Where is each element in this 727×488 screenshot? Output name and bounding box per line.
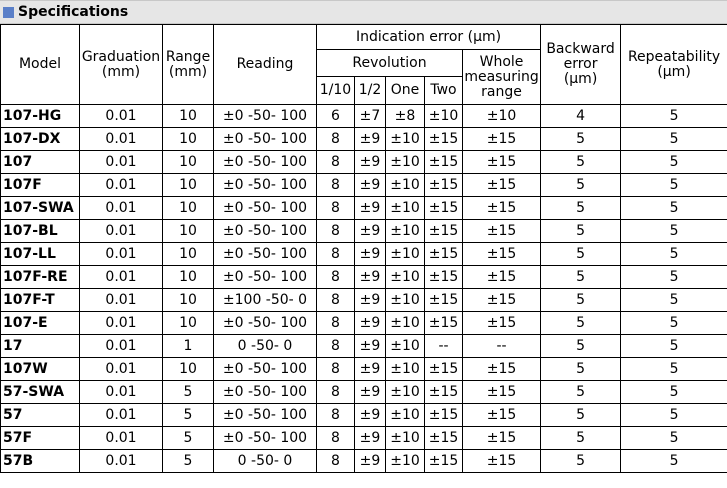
model-cell: 107F-T — [1, 289, 80, 312]
whole-range-cell: ±15 — [463, 174, 541, 197]
header-range-unit: (mm) — [168, 63, 208, 80]
graduation-cell: 0.01 — [80, 289, 163, 312]
repeatability-cell: 5 — [621, 220, 727, 243]
reading-cell: ±0 -50- 100 — [214, 197, 317, 220]
rev-1-10-cell: 8 — [317, 404, 355, 427]
model-cell: 17 — [1, 335, 80, 358]
graduation-cell: 0.01 — [80, 404, 163, 427]
title-square-icon — [3, 7, 14, 18]
rev-two-cell: ±15 — [425, 381, 463, 404]
graduation-cell: 0.01 — [80, 450, 163, 473]
backward-error-cell: 5 — [541, 151, 621, 174]
whole-range-cell: ±15 — [463, 427, 541, 450]
rev-1-2-cell: ±9 — [355, 427, 386, 450]
repeatability-cell: 5 — [621, 358, 727, 381]
reading-cell: ±0 -50- 100 — [214, 174, 317, 197]
table-row — [1, 404, 727, 427]
rev-1-10-cell: 8 — [317, 128, 355, 151]
rev-two-cell: ±15 — [425, 174, 463, 197]
model-cell: 57B — [1, 450, 80, 473]
graduation-cell: 0.01 — [80, 220, 163, 243]
reading-cell: ±0 -50- 100 — [214, 128, 317, 151]
header-range-label: Range — [165, 48, 211, 65]
graduation-cell: 0.01 — [80, 128, 163, 151]
table-row — [1, 450, 727, 473]
rev-one-cell: ±10 — [386, 381, 425, 404]
rev-one-cell: ±10 — [386, 427, 425, 450]
header-whole-line1: Whole — [479, 53, 524, 70]
repeatability-cell: 5 — [621, 450, 727, 473]
whole-range-cell: ±15 — [463, 197, 541, 220]
rev-one-cell: ±10 — [386, 174, 425, 197]
header-whole-line2: measuring — [464, 68, 539, 85]
rev-1-2-cell: ±9 — [355, 266, 386, 289]
backward-error-cell: 5 — [541, 404, 621, 427]
whole-range-cell: ±15 — [463, 243, 541, 266]
whole-range-cell: ±15 — [463, 266, 541, 289]
table-row — [1, 289, 727, 312]
rev-1-10-cell: 8 — [317, 312, 355, 335]
range-cell: 5 — [163, 427, 214, 450]
header-range — [163, 25, 214, 105]
whole-range-cell: ±15 — [463, 289, 541, 312]
model-cell: 107-BL — [1, 220, 80, 243]
rev-one-cell: ±10 — [386, 151, 425, 174]
reading-cell: ±0 -50- 100 — [214, 381, 317, 404]
model-cell: 57 — [1, 404, 80, 427]
model-cell: 107-DX — [1, 128, 80, 151]
reading-cell: ±0 -50- 100 — [214, 105, 317, 128]
rev-1-10-cell: 8 — [317, 151, 355, 174]
rev-two-cell: ±15 — [425, 427, 463, 450]
table-row — [1, 358, 727, 381]
reading-cell: ±0 -50- 100 — [214, 427, 317, 450]
repeatability-cell: 5 — [621, 243, 727, 266]
table-row — [1, 266, 727, 289]
model-cell: 107W — [1, 358, 80, 381]
rev-two-cell: ±15 — [425, 243, 463, 266]
reading-cell: 0 -50- 0 — [214, 335, 317, 358]
rev-1-10-cell: 8 — [317, 174, 355, 197]
rev-1-10-cell: 8 — [317, 289, 355, 312]
rev-1-10-cell: 8 — [317, 220, 355, 243]
backward-error-cell: 5 — [541, 243, 621, 266]
rev-1-2-cell: ±9 — [355, 404, 386, 427]
backward-error-cell: 4 — [541, 105, 621, 128]
rev-two-cell: ±15 — [425, 151, 463, 174]
repeatability-cell: 5 — [621, 128, 727, 151]
reading-cell: ±0 -50- 100 — [214, 220, 317, 243]
rev-1-10-cell: 8 — [317, 197, 355, 220]
graduation-cell: 0.01 — [80, 266, 163, 289]
whole-range-cell: ±10 — [463, 105, 541, 128]
rev-1-2-cell: ±9 — [355, 312, 386, 335]
repeatability-cell: 5 — [621, 335, 727, 358]
repeatability-cell: 5 — [621, 289, 727, 312]
range-cell: 5 — [163, 404, 214, 427]
header-repeat-unit: (μm) — [657, 63, 691, 80]
header-backward-line2: error — [563, 56, 598, 72]
backward-error-cell: 5 — [541, 289, 621, 312]
rev-one-cell: ±10 — [386, 197, 425, 220]
range-cell: 5 — [163, 450, 214, 473]
reading-cell: 0 -50- 0 — [214, 450, 317, 473]
whole-range-cell: ±15 — [463, 358, 541, 381]
repeatability-cell: 5 — [621, 174, 727, 197]
graduation-cell: 0.01 — [80, 105, 163, 128]
whole-range-cell: ±15 — [463, 151, 541, 174]
backward-error-cell: 5 — [541, 266, 621, 289]
header-rev-one: One — [386, 77, 425, 105]
whole-range-cell: ±15 — [463, 220, 541, 243]
range-cell: 10 — [163, 358, 214, 381]
backward-error-cell: 5 — [541, 450, 621, 473]
backward-error-cell: 5 — [541, 174, 621, 197]
rev-1-2-cell: ±9 — [355, 174, 386, 197]
table-row — [1, 381, 727, 404]
rev-two-cell: ±15 — [425, 220, 463, 243]
rev-1-10-cell: 8 — [317, 381, 355, 404]
rev-one-cell: ±10 — [386, 312, 425, 335]
header-graduation — [80, 25, 163, 105]
rev-1-10-cell: 8 — [317, 266, 355, 289]
rev-one-cell: ±10 — [386, 243, 425, 266]
table-row — [1, 312, 727, 335]
graduation-cell: 0.01 — [80, 174, 163, 197]
graduation-cell: 0.01 — [80, 358, 163, 381]
reading-cell: ±0 -50- 100 — [214, 358, 317, 381]
spec-table-body — [1, 105, 727, 473]
rev-1-2-cell: ±9 — [355, 220, 386, 243]
range-cell: 10 — [163, 312, 214, 335]
header-rev-two: Two — [425, 77, 463, 105]
rev-two-cell: ±15 — [425, 358, 463, 381]
range-cell: 10 — [163, 128, 214, 151]
rev-one-cell: ±8 — [386, 105, 425, 128]
whole-range-cell: ±15 — [463, 128, 541, 151]
range-cell: 10 — [163, 220, 214, 243]
rev-1-10-cell: 6 — [317, 105, 355, 128]
rev-1-2-cell: ±9 — [355, 243, 386, 266]
header-repeatability — [621, 25, 727, 105]
table-row — [1, 128, 727, 151]
rev-1-2-cell: ±9 — [355, 151, 386, 174]
model-cell: 57-SWA — [1, 381, 80, 404]
reading-cell: ±0 -50- 100 — [214, 312, 317, 335]
table-row — [1, 151, 727, 174]
rev-one-cell: ±10 — [386, 128, 425, 151]
repeatability-cell: 5 — [621, 197, 727, 220]
header-backward-error — [541, 25, 621, 105]
rev-1-10-cell: 8 — [317, 358, 355, 381]
graduation-cell: 0.01 — [80, 312, 163, 335]
rev-1-2-cell: ±9 — [355, 335, 386, 358]
reading-cell: ±0 -50- 100 — [214, 404, 317, 427]
whole-range-cell: -- — [463, 335, 541, 358]
repeatability-cell: 5 — [621, 266, 727, 289]
header-graduation-unit: (mm) — [101, 63, 141, 80]
graduation-cell: 0.01 — [80, 335, 163, 358]
table-row — [1, 105, 727, 128]
page-title: Specifications — [18, 4, 129, 20]
rev-one-cell: ±10 — [386, 358, 425, 381]
backward-error-cell: 5 — [541, 220, 621, 243]
header-revolution: Revolution — [317, 50, 463, 77]
model-cell: 107-SWA — [1, 197, 80, 220]
rev-one-cell: ±10 — [386, 266, 425, 289]
model-cell: 107-E — [1, 312, 80, 335]
model-cell: 107-HG — [1, 105, 80, 128]
range-cell: 10 — [163, 174, 214, 197]
range-cell: 5 — [163, 381, 214, 404]
range-cell: 10 — [163, 243, 214, 266]
spec-table — [0, 24, 727, 473]
header-reading: Reading — [214, 25, 317, 105]
rev-two-cell: ±15 — [425, 128, 463, 151]
whole-range-cell: ±15 — [463, 450, 541, 473]
rev-1-10-cell: 8 — [317, 335, 355, 358]
model-cell: 107F-RE — [1, 266, 80, 289]
whole-range-cell: ±15 — [463, 381, 541, 404]
graduation-cell: 0.01 — [80, 243, 163, 266]
reading-cell: ±0 -50- 100 — [214, 266, 317, 289]
table-row — [1, 220, 727, 243]
range-cell: 10 — [163, 289, 214, 312]
header-backward-line1: Backward — [546, 41, 615, 57]
table-row — [1, 427, 727, 450]
header-rev-1-10: 1/10 — [317, 77, 355, 105]
backward-error-cell: 5 — [541, 312, 621, 335]
range-cell: 10 — [163, 266, 214, 289]
range-cell: 10 — [163, 105, 214, 128]
rev-two-cell: ±15 — [425, 197, 463, 220]
header-backward-unit: (μm) — [563, 71, 598, 87]
repeatability-cell: 5 — [621, 427, 727, 450]
repeatability-cell: 5 — [621, 105, 727, 128]
rev-1-2-cell: ±9 — [355, 128, 386, 151]
rev-1-10-cell: 8 — [317, 427, 355, 450]
table-row — [1, 243, 727, 266]
graduation-cell: 0.01 — [80, 381, 163, 404]
rev-1-10-cell: 8 — [317, 243, 355, 266]
rev-one-cell: ±10 — [386, 404, 425, 427]
graduation-cell: 0.01 — [80, 151, 163, 174]
rev-one-cell: ±10 — [386, 450, 425, 473]
rev-two-cell: ±15 — [425, 266, 463, 289]
whole-range-cell: ±15 — [463, 404, 541, 427]
reading-cell: ±100 -50- 0 — [214, 289, 317, 312]
reading-cell: ±0 -50- 100 — [214, 243, 317, 266]
repeatability-cell: 5 — [621, 312, 727, 335]
rev-1-2-cell: ±9 — [355, 358, 386, 381]
repeatability-cell: 5 — [621, 381, 727, 404]
rev-two-cell: ±10 — [425, 105, 463, 128]
rev-one-cell: ±10 — [386, 335, 425, 358]
header-whole-line3: range — [481, 83, 522, 100]
model-cell: 107 — [1, 151, 80, 174]
rev-1-2-cell: ±7 — [355, 105, 386, 128]
reading-cell: ±0 -50- 100 — [214, 151, 317, 174]
model-cell: 107-LL — [1, 243, 80, 266]
rev-1-2-cell: ±9 — [355, 197, 386, 220]
backward-error-cell: 5 — [541, 128, 621, 151]
backward-error-cell: 5 — [541, 358, 621, 381]
repeatability-cell: 5 — [621, 404, 727, 427]
rev-1-10-cell: 8 — [317, 450, 355, 473]
backward-error-cell: 5 — [541, 427, 621, 450]
graduation-cell: 0.01 — [80, 427, 163, 450]
table-row — [1, 174, 727, 197]
rev-1-2-cell: ±9 — [355, 289, 386, 312]
header-graduation-label: Graduation — [81, 48, 161, 65]
table-row — [1, 335, 727, 358]
model-cell: 107F — [1, 174, 80, 197]
header-repeat-line1: Repeatability — [627, 48, 721, 65]
header-rev-1-2: 1/2 — [355, 77, 386, 105]
model-cell: 57F — [1, 427, 80, 450]
rev-one-cell: ±10 — [386, 220, 425, 243]
backward-error-cell: 5 — [541, 381, 621, 404]
whole-range-cell: ±15 — [463, 312, 541, 335]
table-row — [1, 197, 727, 220]
header-whole-range — [463, 50, 541, 105]
rev-two-cell: -- — [425, 335, 463, 358]
backward-error-cell: 5 — [541, 197, 621, 220]
rev-two-cell: ±15 — [425, 404, 463, 427]
rev-two-cell: ±15 — [425, 312, 463, 335]
title-bar — [0, 0, 727, 24]
range-cell: 10 — [163, 197, 214, 220]
header-indication-error: Indication error (μm) — [317, 25, 541, 50]
range-cell: 1 — [163, 335, 214, 358]
graduation-cell: 0.01 — [80, 197, 163, 220]
rev-1-2-cell: ±9 — [355, 450, 386, 473]
rev-two-cell: ±15 — [425, 289, 463, 312]
header-model: Model — [1, 25, 80, 105]
repeatability-cell: 5 — [621, 151, 727, 174]
rev-1-2-cell: ±9 — [355, 381, 386, 404]
rev-two-cell: ±15 — [425, 450, 463, 473]
range-cell: 10 — [163, 151, 214, 174]
rev-one-cell: ±10 — [386, 289, 425, 312]
backward-error-cell: 5 — [541, 335, 621, 358]
